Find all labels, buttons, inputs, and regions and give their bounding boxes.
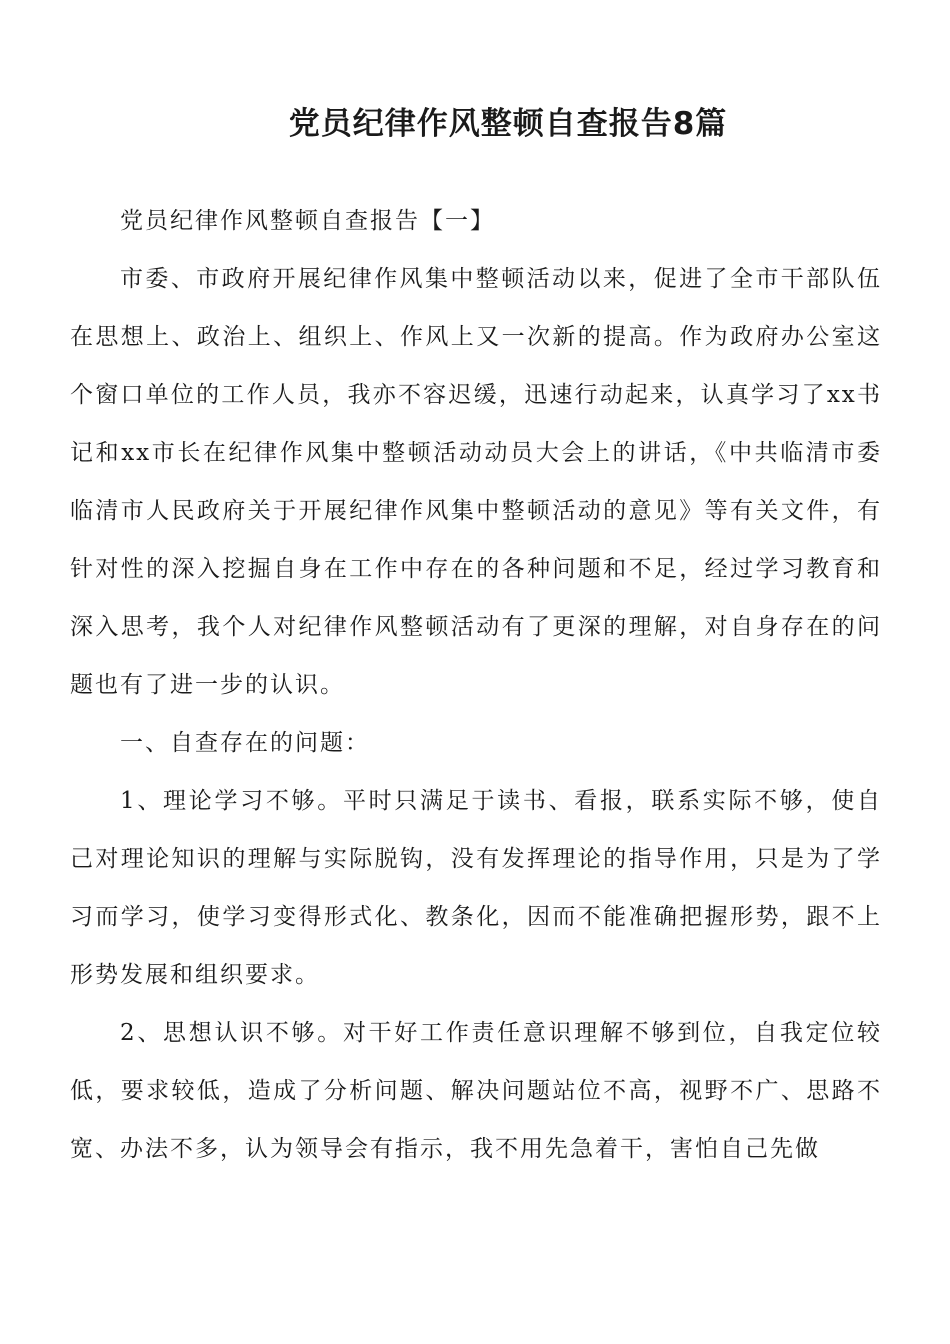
item-paragraph-1: 1、理论学习不够。平时只满足于读书、看报，联系实际不够，使自己对理论知识的理解与实际脱钩，没有发挥理论的指导作用，只是为了学习而学习，使学习变得形式化、教条化，因而不能准确把握形势，跟不上形势发展和组织要求。 <box>70 788 882 988</box>
section-heading-1: 党员纪律作风整顿自查报告【一】 <box>120 208 495 234</box>
item-paragraph-2: 2、思想认识不够。对干好工作责任意识理解不够到位，自我定位较低，要求较低，造成了分析问题、解决问题站位不高，视野不广、思路不宽、办法不多，认为领导会有指示，我不用先急着干，害怕自己先做 <box>70 1020 882 1162</box>
document-body <box>70 192 882 1178</box>
document-title: 党员纪律作风整顿自查报告8篇 <box>288 106 728 142</box>
subsection-heading: 一、自查存在的问题： <box>120 730 370 756</box>
intro-paragraph: 市委、市政府开展纪律作风集中整顿活动以来，促进了全市干部队伍在思想上、政治上、组织上、作风上又一次新的提高。作为政府办公室这个窗口单位的工作人员，我亦不容迟缓，迅速行动起来，认真学习了xx书记和xx市长在纪律作风集中整顿活动动员大会上的讲话，《中共临清市委临清市人民政府关于开展纪律作风集中整顿活动的意见》等有关文件，有针对性的深入挖掘自身在工作中存在的各种问题和不足，经过学习教育和深入思考，我个人对纪律作风整顿活动有了更深的理解，对自身存在的问题也有了进一步的认识。 <box>70 266 882 698</box>
